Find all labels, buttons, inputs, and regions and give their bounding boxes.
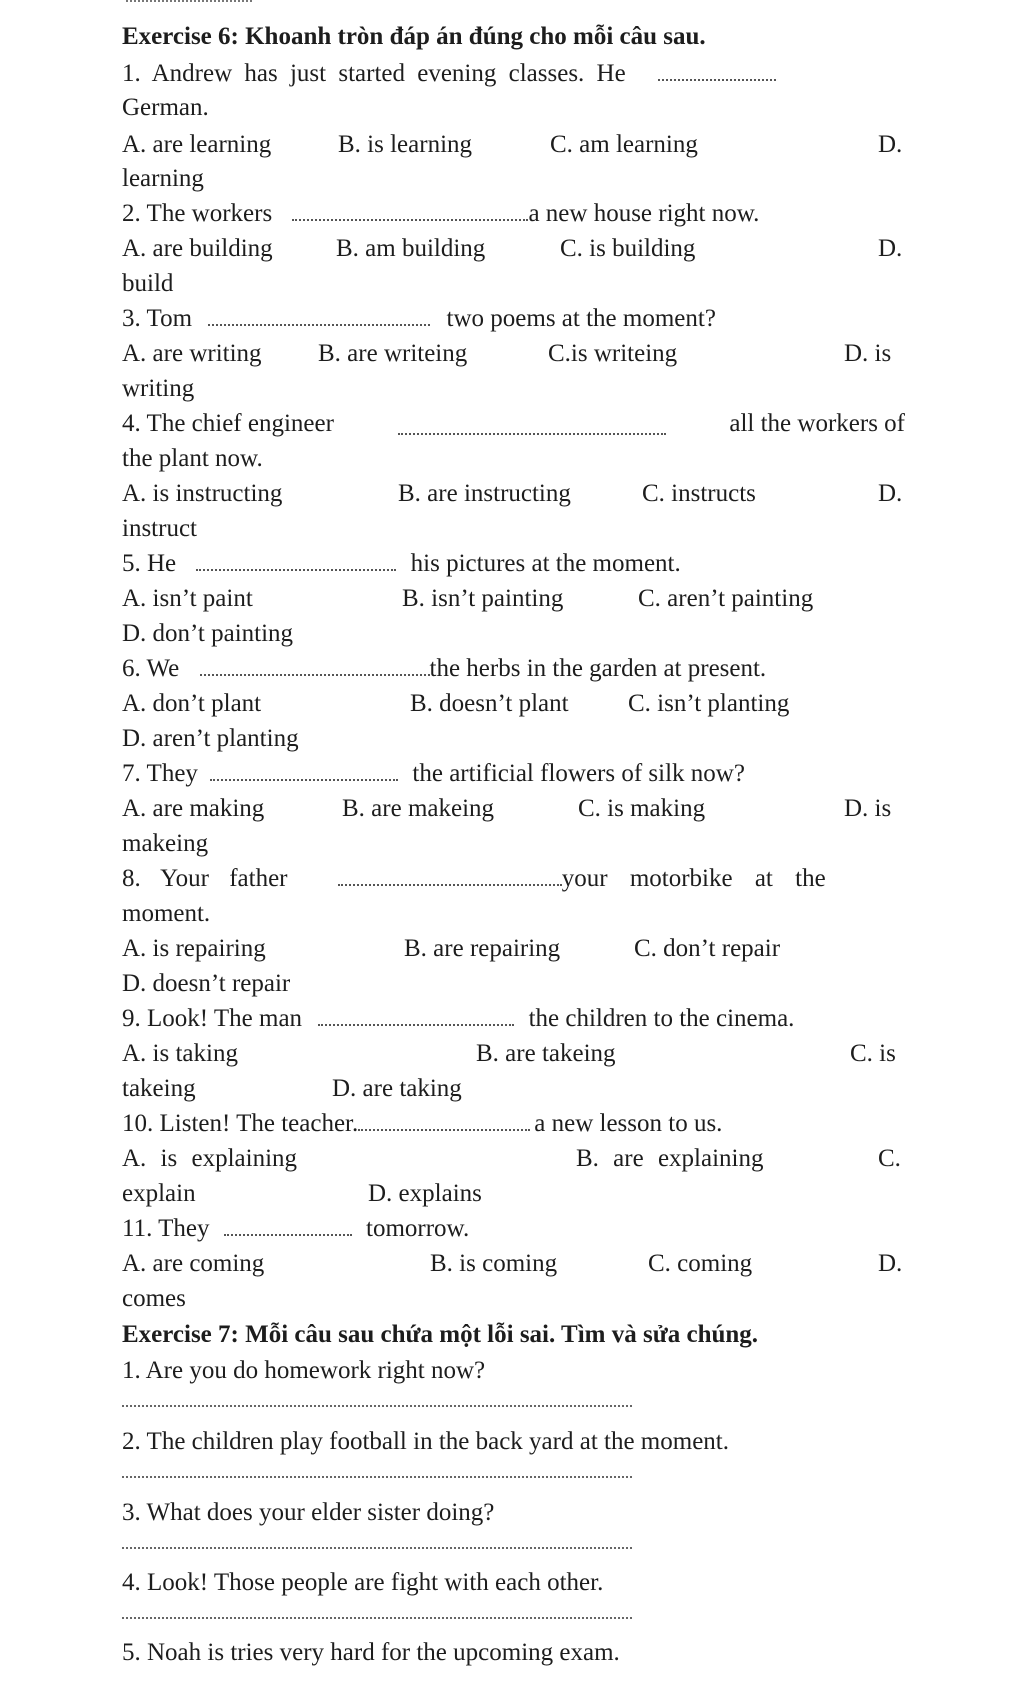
question-8-text: 8. Your father — [122, 865, 288, 892]
error-sentence-1: 1. Are you do homework right now? — [122, 1357, 486, 1384]
option-a[interactable]: A. is repairing — [122, 935, 266, 962]
option-d[interactable]: D. is — [844, 795, 892, 822]
question-6-text: 6. We — [122, 655, 180, 682]
option-a[interactable]: A. are coming — [122, 1250, 265, 1277]
option-b[interactable]: B. is learning — [338, 131, 473, 158]
option-d[interactable]: D. is — [844, 340, 892, 367]
option-d[interactable]: D. are taking — [332, 1075, 462, 1102]
option-a[interactable]: A. don’t plant — [122, 690, 262, 717]
question-8-options — [122, 932, 905, 966]
question-6-text-end: the herbs in the garden at present. — [429, 655, 767, 682]
option-c[interactable]: C. is — [850, 1040, 896, 1067]
answer-blank[interactable] — [200, 654, 430, 676]
question-8 — [122, 862, 905, 896]
question-5-options — [122, 582, 905, 616]
question-7 — [122, 757, 905, 791]
error-sentence-5: 5. Noah is tries very hard for the upcoming exam. — [122, 1639, 620, 1666]
question-9-text-end: the children to the cinema. — [528, 1005, 795, 1032]
question-4-line2: the plant now. — [122, 445, 263, 472]
answer-blank[interactable] — [208, 304, 430, 326]
question-3-text: 3. Tom — [122, 305, 193, 332]
question-2 — [122, 197, 905, 231]
answer-blank[interactable] — [318, 1004, 514, 1026]
option-d[interactable]: D. aren’t planting — [122, 725, 299, 752]
question-10-options-line2 — [122, 1177, 905, 1211]
question-5-text-end: his pictures at the moment. — [410, 550, 681, 577]
question-7-text-end: the artificial flowers of silk now? — [412, 760, 745, 787]
option-a[interactable]: A. isn’t paint — [122, 585, 253, 612]
option-c[interactable]: C.is writeing — [548, 340, 678, 367]
answer-blank[interactable] — [658, 59, 776, 81]
option-c[interactable]: C. is building — [560, 235, 696, 262]
question-1-line2: German. — [122, 94, 209, 121]
question-8-text-end: your motorbike at the — [561, 865, 826, 892]
question-10-text-end: a new lesson to us. — [534, 1110, 723, 1137]
question-3-options — [122, 337, 905, 371]
question-7-text: 7. They — [122, 760, 198, 787]
option-c[interactable]: C. is making — [578, 795, 706, 822]
question-4-options — [122, 477, 905, 511]
option-d[interactable]: D. explains — [368, 1180, 482, 1207]
top-blank-line — [126, 0, 252, 2]
question-2-options — [122, 232, 905, 266]
question-3 — [122, 302, 905, 336]
option-c-continued: explain — [122, 1180, 196, 1207]
option-b[interactable]: B. are writeing — [318, 340, 468, 367]
question-9-text: 9. Look! The man — [122, 1005, 303, 1032]
exercise-7-title: Exercise 7: Mỗi câu sau chứa một lỗi sai. Tìm và sửa chúng. — [122, 1321, 759, 1348]
option-c-continued: takeing — [122, 1075, 196, 1102]
answer-blank[interactable] — [398, 413, 666, 435]
option-d[interactable]: D. — [878, 131, 903, 158]
option-b[interactable]: B. are explaining — [576, 1145, 764, 1172]
option-a[interactable]: A. is instructing — [122, 480, 283, 507]
question-1 — [122, 57, 905, 91]
question-6-options — [122, 687, 905, 721]
question-1-text: 1. Andrew has just started evening classes. He — [122, 60, 626, 87]
option-c[interactable]: C. aren’t painting — [638, 585, 814, 612]
option-b[interactable]: B. are takeing — [476, 1040, 616, 1067]
answer-blank[interactable] — [358, 1109, 530, 1131]
option-a[interactable]: A. are making — [122, 795, 265, 822]
option-d-continued: learning — [122, 165, 204, 192]
question-10-text: 10. Listen! The teacher. — [122, 1110, 359, 1137]
option-d[interactable]: D. — [878, 480, 903, 507]
option-b[interactable]: B. are repairing — [404, 935, 561, 962]
option-c[interactable]: C. don’t repair — [634, 935, 781, 962]
question-10-options — [122, 1142, 905, 1176]
question-9-options — [122, 1037, 905, 1071]
question-3-text-end: two poems at the moment? — [446, 305, 716, 332]
option-d[interactable]: D. — [878, 235, 903, 262]
question-7-options — [122, 792, 905, 826]
question-4-text-end: all the workers of — [729, 410, 905, 437]
exercise-6-title: Exercise 6: Khoanh tròn đáp án đúng cho mỗi câu sau. — [122, 23, 706, 50]
option-d-continued: writing — [122, 375, 195, 402]
option-a[interactable]: A. are building — [122, 235, 273, 262]
option-a[interactable]: A. is taking — [122, 1040, 238, 1067]
option-b[interactable]: B. are makeing — [342, 795, 495, 822]
option-b[interactable]: B. are instructing — [398, 480, 571, 507]
option-b[interactable]: B. is coming — [430, 1250, 558, 1277]
option-c[interactable]: C. isn’t planting — [628, 690, 790, 717]
question-8-line2: moment. — [122, 900, 211, 927]
option-b[interactable]: B. am building — [336, 235, 486, 262]
option-b[interactable]: B. isn’t painting — [402, 585, 564, 612]
question-4 — [122, 407, 905, 441]
option-c[interactable]: C. coming — [648, 1250, 753, 1277]
question-9-options-line2 — [122, 1072, 905, 1106]
question-2-text: 2. The workers — [122, 200, 273, 227]
answer-blank[interactable] — [224, 1214, 352, 1236]
answer-blank[interactable] — [292, 199, 528, 221]
option-d[interactable]: D. doesn’t repair — [122, 970, 291, 997]
answer-line[interactable] — [122, 1617, 632, 1619]
answer-blank[interactable] — [210, 759, 398, 781]
question-11-options — [122, 1247, 905, 1281]
question-11 — [122, 1212, 905, 1246]
option-d-continued: comes — [122, 1285, 186, 1312]
option-d-continued: build — [122, 270, 174, 297]
question-5-text: 5. He — [122, 550, 177, 577]
question-4-text: 4. The chief engineer — [122, 410, 334, 437]
answer-blank[interactable] — [338, 864, 562, 886]
option-a[interactable]: A. are learning — [122, 131, 272, 158]
question-11-text-end: tomorrow. — [366, 1215, 470, 1242]
answer-line[interactable] — [122, 1476, 632, 1478]
option-b[interactable]: B. doesn’t plant — [410, 690, 569, 717]
question-10 — [122, 1107, 905, 1141]
option-a[interactable]: A. is explaining — [122, 1145, 298, 1172]
option-d-continued: instruct — [122, 515, 197, 542]
question-6 — [122, 652, 905, 686]
option-d[interactable]: D. don’t painting — [122, 620, 294, 647]
answer-line[interactable] — [122, 1405, 632, 1407]
option-d[interactable]: D. — [878, 1250, 903, 1277]
option-c[interactable]: C. instructs — [642, 480, 756, 507]
error-sentence-4: 4. Look! Those people are fight with each other. — [122, 1569, 604, 1596]
question-9 — [122, 1002, 905, 1036]
answer-line[interactable] — [122, 1547, 632, 1549]
error-sentence-2: 2. The children play football in the back yard at the moment. — [122, 1428, 729, 1455]
question-11-text: 11. They — [122, 1215, 210, 1242]
question-5 — [122, 547, 905, 581]
error-sentence-3: 3. What does your elder sister doing? — [122, 1499, 495, 1526]
answer-blank[interactable] — [196, 549, 396, 571]
option-c[interactable]: C. — [878, 1145, 901, 1172]
question-2-text-end: a new house right now. — [528, 200, 760, 227]
option-c[interactable]: C. am learning — [550, 131, 698, 158]
option-a[interactable]: A. are writing — [122, 340, 262, 367]
question-1-options — [122, 128, 905, 162]
option-d-continued: makeing — [122, 830, 209, 857]
